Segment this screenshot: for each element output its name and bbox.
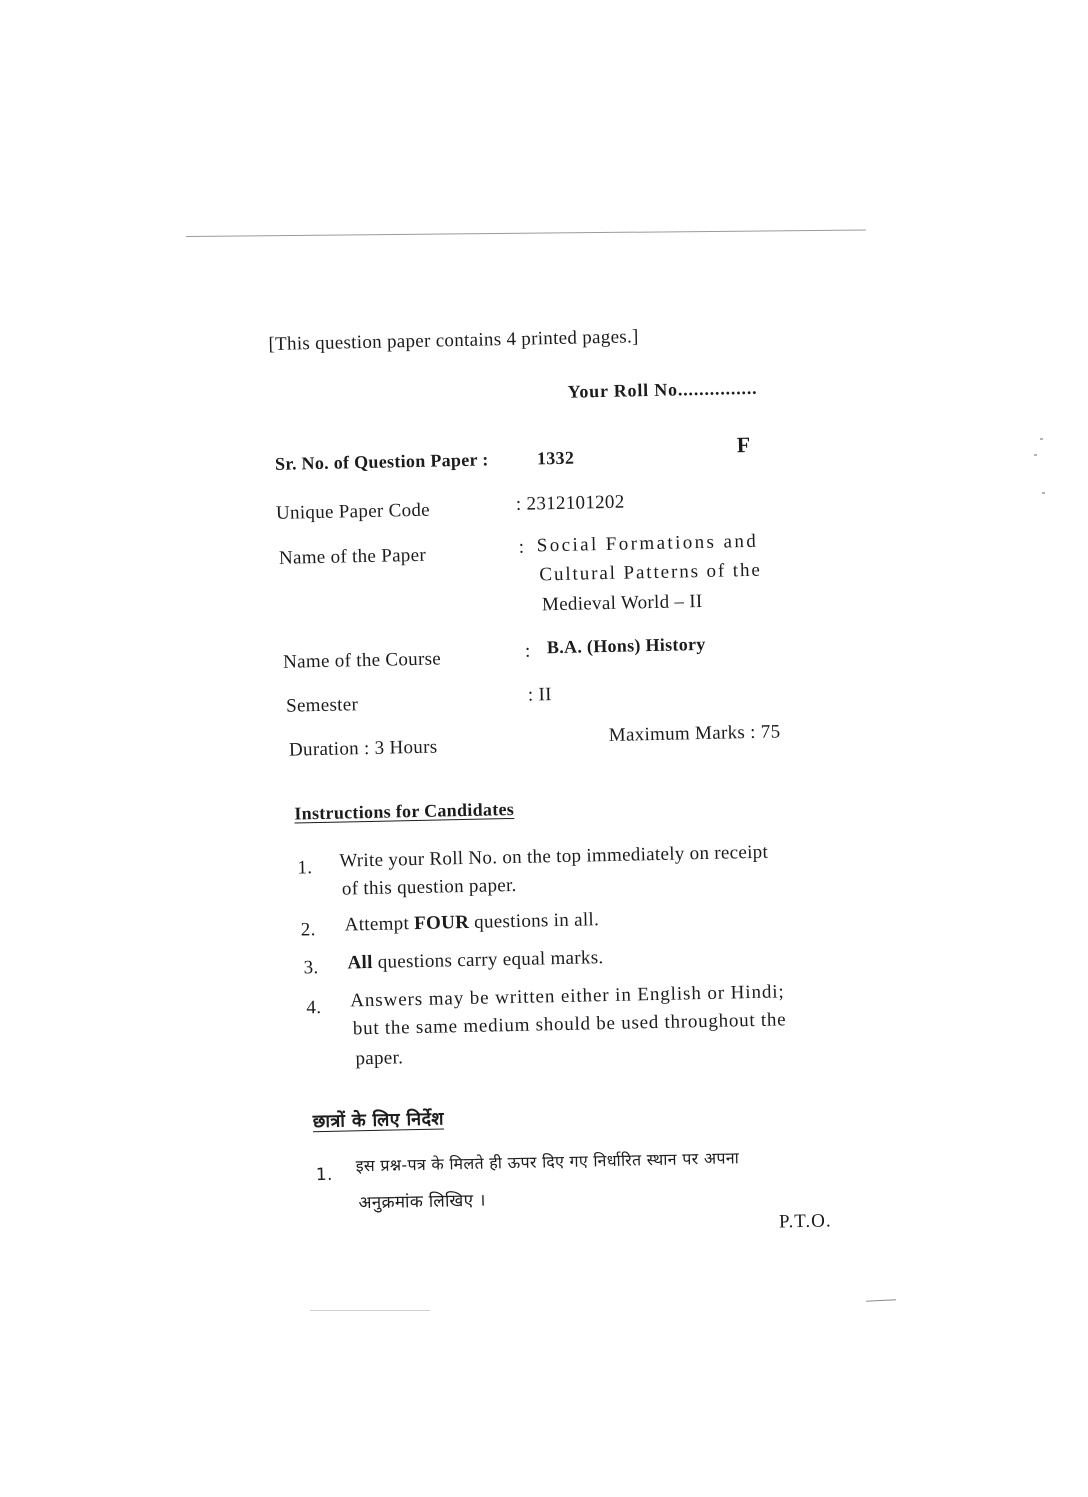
instruction-2-number: 2. [300,919,316,941]
serial-number-label: Sr. No. of Question Paper : [274,449,489,474]
instruction-4-number: 4. [306,997,322,1019]
duration: Duration : 3 Hours [288,736,438,761]
hindi-instruction-1-number: 1. [315,1164,333,1186]
paper-name-line-2: Cultural Patterns of the [539,559,762,586]
please-turn-over: P.T.O. [778,1210,832,1233]
instruction-2-pre: Attempt [344,913,415,936]
instruction-2-text [344,909,599,936]
instructions-heading: Instructions for Candidates [294,798,515,824]
roll-number-line: Your Roll No............... [567,377,758,402]
scan-speck [1034,454,1037,456]
maximum-marks: Maximum Marks : 75 [608,721,781,746]
scan-speck [1040,438,1043,440]
instruction-4-line-2: but the same medium should be used throughout the [352,1009,787,1040]
hindi-instruction-1-line-1: इस प्रश्न-पत्र के मिलते ही ऊपर दिए गए निर्धारित स्थान पर अपना [355,1148,740,1176]
question-paper-cover [268,308,832,1233]
instruction-4-line-1: Answers may be written either in English or Hindi; [350,981,785,1012]
scan-bottom-line-right [866,1299,896,1302]
paper-name-line-1: Social Formations and [536,530,759,557]
paper-name-line-3: Medieval World – II [541,590,703,616]
instruction-1-line-2: of this question paper. [341,874,517,900]
unique-paper-code-label: Unique Paper Code [275,499,431,524]
hindi-instruction-1-line-2: अनुक्रमांक लिखिए । [358,1190,486,1214]
instruction-2-post: questions in all. [468,909,600,933]
instruction-3-post: questions carry equal marks. [372,947,604,973]
semester-value: : II [527,684,553,706]
instruction-1-number: 1. [297,857,313,879]
paper-name-label: Name of the Paper [278,544,427,569]
course-name-colon: : [524,640,531,662]
scan-edge-line [186,229,866,237]
pages-note: [This question paper contains 4 printed pages.] [268,326,639,355]
instruction-3-text [347,947,603,974]
paper-name-colon: : [518,536,525,558]
semester-label: Semester [285,694,359,717]
instruction-1-line-1: Write your Roll No. on the top immediately on receipt [339,841,769,872]
scan-speck [1042,492,1045,494]
instruction-3-emphasis: All [347,951,373,974]
set-letter: F [736,431,751,458]
scan-bottom-line [310,1310,430,1311]
instruction-2-emphasis: FOUR [413,911,470,935]
course-name-value: B.A. (Hons) History [546,633,706,658]
instruction-4-line-3: paper. [355,1047,404,1070]
serial-number-value: 1332 [536,447,575,469]
instruction-3-number: 3. [303,957,319,979]
unique-paper-code-value: : 2312101202 [515,491,625,515]
course-name-label: Name of the Course [282,648,442,673]
hindi-instructions-heading: छात्रों के लिए निर्देश [312,1108,445,1133]
